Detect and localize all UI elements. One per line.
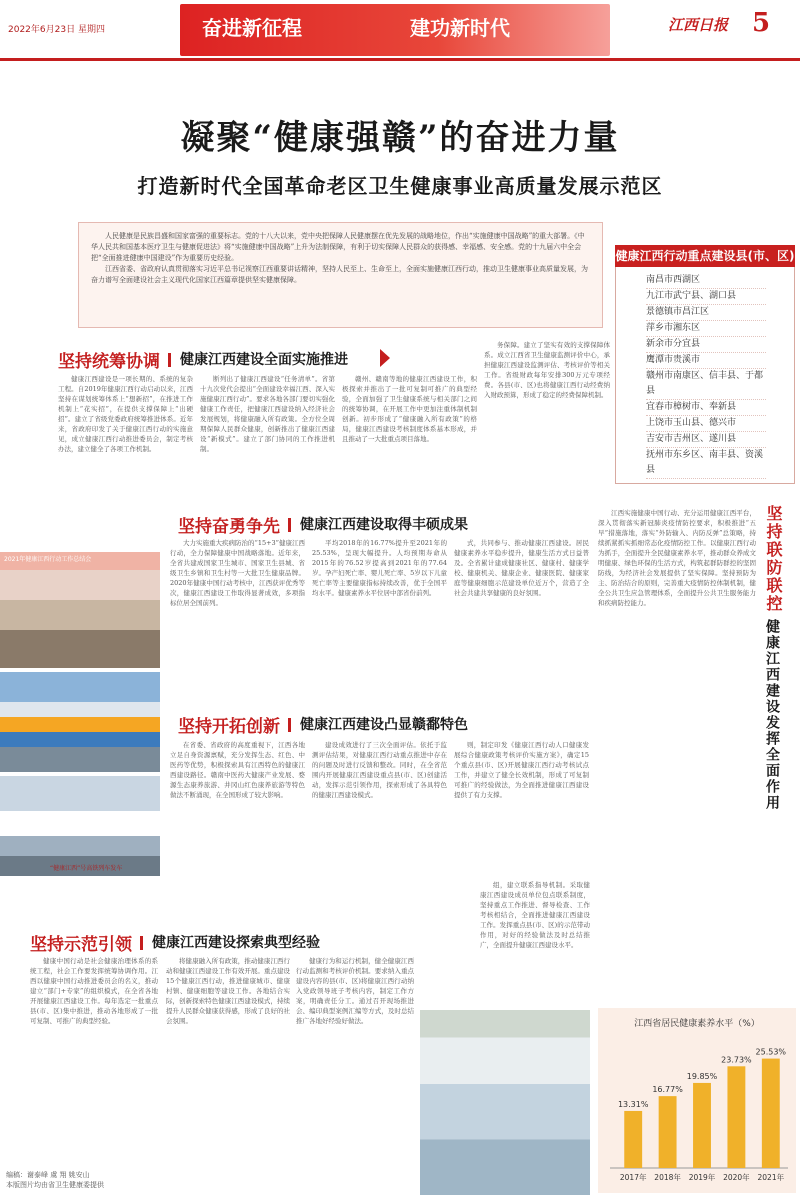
chart-bar [624, 1111, 642, 1168]
section-heading [30, 930, 450, 954]
list-item: 吉安市吉州区、遂川县 [646, 432, 766, 448]
page-subheadline: 打造新时代全国革命老区卫生健康事业高质量发展示范区 [137, 174, 663, 198]
heading-divider [288, 518, 291, 532]
article-text: 式，共同参与、推动健康江西建设。居民健康素养水平稳步提升，健康生活方式日益普及。全省累计建成健康社区、健康村、健康学校、健康机关、健康企业、健康医院、健康家庭等健康细胞示范建设单位近万个，营造了全社会共建共享健康的良好氛围。 [454, 539, 589, 597]
chart-tick-label: 2018年 [654, 1173, 681, 1182]
chart-tick-label: 2019年 [688, 1173, 716, 1182]
section-heading-left: 坚持奋勇争先 [178, 517, 280, 537]
heading-divider [288, 718, 291, 732]
editor-credit: 编稿：谢泰峰 虞 翔 姚安山 [6, 1171, 90, 1179]
section-heading-right: 健康江西建设取得丰硕成果 [300, 517, 468, 533]
chart-data-label: 23.73% [721, 1055, 752, 1065]
page-footer [6, 1170, 104, 1190]
article-text: 健康行为和运行机制，健全健康江西行动监测和考核评价机制。要求纳入重点建设内容的县(市、区)将健康江西行动纳入党政领导班子考核内容，制定工作方案，明确责任分工。通过召开现场推进会、编印典型案例汇编等方式，及时总结推广各地好经验好做法。 [296, 957, 414, 1025]
section-heading-left: 坚持开拓创新 [178, 717, 280, 737]
intro-box [78, 222, 603, 328]
intro-paragraph: 人民健康是民族昌盛和国家富强的重要标志。党的十八大以来，党中央把保障人民健康摆在优先发展的战略地位，作出“实施健康中国战略”的重大部署。《中华人民共和国基本医疗卫生与健康促进法》将“实施健康中国战略”上升为法制保障，有利于切实保障人民群众的获得感、幸福感、安全感。党的十九届六中全会把“全面推进健康中国建设”作为重要历史经验。 [91, 232, 585, 262]
article-text: 断列出了健康江西建设“任务清单”。省第十九次党代会提出“全面建设幸福江西、深入实施健康江西行动”。要求各地各部门要切实强化健康工作责任，把健康江西建设纳入经济社会发展规划，将健康融入所有政策。全方位全周期保障人民群众健康，创新推出了健康江西建设“新模式”。建立了部门协同的工作推进机制。 [200, 375, 335, 453]
section-heading-right: 健康江西建设探索典型经验 [152, 935, 320, 951]
section-heading [178, 512, 598, 536]
chart-data-label: 13.31% [617, 1099, 649, 1109]
key-counties-box [615, 245, 795, 475]
heading-divider [140, 936, 143, 950]
chart-tick-label: 2017年 [619, 1173, 647, 1182]
article-text: 平均2018年的16.77%提升至2021年的25.53%，呈现大幅提升。人均预期寿命从2015年的76.52岁提高到2021年的77.64岁。孕产妇死亡率、婴儿死亡率、5岁以下儿童死亡率等主要健康指标持续改善，优于全国平均水平。健康素养水平位居中部省份前列。 [312, 539, 447, 597]
photo-credit-note: 本版图片均由省卫生健康委提供 [6, 1181, 104, 1189]
intro-paragraph: 江西省委、省政府认真贯彻落实习近平总书记视察江西重要讲话精神，坚持人民至上、生命至上，全面实施健康江西行动，推动卫生健康事业高质量发展，为奋力谱写全面建设社会主义现代化国家江西篇章提供坚实健康保障。 [91, 265, 588, 284]
section-heading [178, 712, 598, 736]
section-heading-right: 健康江西建设全面实施推进 [180, 352, 348, 368]
list-item: 萍乡市湘东区 [646, 321, 766, 337]
chart-bar [693, 1083, 711, 1168]
theme-banner [180, 4, 610, 56]
page-number: 5 [752, 8, 771, 38]
page-headline: 凝聚“健康强赣”的奋进力量 [180, 118, 620, 158]
conference-photo [0, 540, 160, 668]
list-item: 赣州市南康区、信丰县、于都县 [646, 369, 766, 400]
section-heading [58, 347, 558, 371]
chart-data-label: 19.85% [686, 1071, 718, 1081]
chart-data-label: 16.77% [652, 1085, 683, 1095]
article-text: 健康江西建设是一项长期的、系统的复杂工程。自2019年健康江西行动启动以来，江西坚持在谋划统筹体系上“想新招”，在推进工作机制上“花实招”，在提供支撑保障上“出硬招”。建立了省级党委政府统筹推进体系。近年来，省政府印发了关于健康江西行动的实施意见，成立健康江西行动推进委员会，制定考核办法，建立健全了各项工作机制。 [58, 375, 193, 453]
article-text: 大力实施重大疾病防治的“15+3”健康江西行动，全力保障健康中国战略落地。近年来，全省共建成国家卫生城市、国家卫生县城、省级卫生乡镇和卫生村等一大批卫生健康品牌。2020年健康中国行动考核中，江西获评优秀等次，健康江西建设工作取得显著成效，多项指标位居全国前列。 [170, 539, 305, 607]
chart-bar [762, 1059, 780, 1168]
vertical-subtitle: 健康江西建设发挥全面作用 [764, 619, 780, 811]
vertical-title: 坚持联防联控 [764, 505, 783, 613]
photo-caption: 2021年健康江西行动工作总结会 [4, 556, 92, 563]
date-line: 2022年6月23日 星期四 [8, 25, 105, 35]
section-heading-right: 健康江西建设凸显赣鄱特色 [300, 717, 468, 733]
vertical-column-title [762, 505, 792, 811]
chart-canvas [598, 1008, 796, 1193]
article-text: 将健康融入所有政策，推动健康江西行动和健康江西建设工作有效开展。重点建设15个健康江西行动，推进健康城市、健康村镇、健康细胞等建设工作。各地结合实际，创新探索特色健康江西建设模式，持续提升人民群众健康获得感，形成了良好的社会氛围。 [166, 957, 290, 1025]
newspaper-name: 江西日报 [668, 16, 729, 34]
list-item: 九江市武宁县、湖口县 [646, 289, 766, 305]
article-text: 赣州、赣南等地的健康江西建设工作，积极探索并推出了一批可复制可推广的典型经验，全面加强了卫生健康系统与相关部门之间的统筹协调，在开展工作中更加注重体制机制创新。初步形成了“健康融入所有政策”的格局，健康江西建设考核制度体系基本形成，并且推动了一大批重点项目落地。 [342, 375, 477, 443]
article-text: 务保障。建立了坚实有效的支撑保障体系。成立江西省卫生健康监测评价中心，承担健康江西建设监测评估、考核评价等相关工作。省级财政每年安排300万元专项经费。各县(市、区)也将健康江西行动经费纳入财政预算，形成了稳定的经费保障机制。 [484, 341, 610, 399]
article-text: 在省委、省政府的高度重视下，江西各地立足自身资源禀赋，充分发挥生态、红色、中医药等优势，积极探索具有江西特色的健康江西建设路径。赣南中医药大健康产业发展、婺源生态康养旅游、井冈山红色康养旅游等特色做法不断涌现，在全国形成了较大影响。 [170, 741, 305, 799]
list-item: 景德镇市昌江区 [646, 305, 766, 321]
heading-divider [168, 353, 171, 367]
chart-bar [659, 1096, 677, 1168]
arrow-icon [380, 349, 390, 367]
list-item: 上饶市玉山县、德兴市 [646, 416, 766, 432]
article-text: 组，建立联系指导机制。采取健康江西建设成员单位包点联系制度，坚持重点工作推进、督导检查、工作考核相结合，全面推进健康江西建设工作。发挥重点县(市、区)的示范带动作用，对好的经验做法及时总结推广，全面提升健康江西建设水平。 [480, 881, 590, 949]
theme-left: 奋进新征程 [202, 16, 302, 40]
theme-right: 建功新时代 [410, 16, 510, 40]
article-text: 江西实施健康中国行动、充分运用健康江西平台，深入贯彻落实新冠肺炎疫情防控要求，积极推进“五早”措施落地，落实“外防输入、内防反弹”总策略，持续抓紧抓实抓细常态化疫情防控工作。以健康江西行动为抓手，全面提升全民健康素养水平，推动群众养成文明健康、绿色环保的生活方式，构筑起群防群控的坚固防线，为经济社会发展提供了坚实保障。坚持预防为主、防治结合的原则，完善重大疫情防控体制机制，健全公共卫生应急管理体系，全面提升公共卫生服务能力和疾病防控能力。 [598, 509, 756, 607]
list-item: 宜春市樟树市、奉新县 [646, 400, 766, 416]
train-photo [0, 776, 160, 876]
health-literacy-chart [598, 1008, 796, 1193]
section-heading-left: 坚持示范引领 [30, 935, 132, 955]
list-item: 鹰潭市贵溪市 [646, 353, 766, 369]
article-text: 建设成效进行了三次全面评估。依托于监测评估结果，对健康江西行动重点推进中存在的问题及时进行反馈和整改。同时，在全省范围内开展健康江西建设重点县(市、区)创建活动，发挥示范引领作用，探索形成了各具特色的健康江西建设模式。 [312, 741, 447, 799]
chart-data-label: 25.53% [755, 1047, 787, 1057]
photo-caption: “健康江西”号高铁列车发车 [50, 865, 123, 872]
key-counties-title: 健康江西行动重点建设县(市、区) [615, 245, 795, 267]
clinic-photo [420, 1010, 590, 1195]
key-counties-list [615, 267, 795, 484]
list-item: 抚州市东乡区、南丰县、资溪县 [646, 448, 766, 479]
chart-tick-label: 2021年 [757, 1173, 785, 1182]
list-item: 南昌市西湖区 [646, 273, 766, 289]
section-heading-left: 坚持统筹协调 [58, 352, 160, 372]
masthead-divider [0, 58, 800, 61]
article-text: 则，制定印发《健康江西行动人口健康发展综合健康政策考核评价实施方案》，确定15个重点县(市、区)开展健康江西行动考核试点工作，并建立了健全长效机制，形成了可复制可推广的经验做法，为全面推进健康江西建设提供了有力支撑。 [454, 741, 589, 799]
chart-bar [727, 1066, 745, 1168]
article-text: 健康中国行动是社会健康治理体系的系统工程，社会工作要发挥统筹协调作用。江西以健康中国行动推进委员会的名义，推动建立“部门+专家”的组织模式，在全省各地开展健康江西建设工作。每年选定一批重点县(市、区)集中推进，推动各地形成了一批可复制、可推广的典型经验。 [30, 957, 158, 1025]
list-item: 新余市分宜县 [646, 337, 766, 353]
chart-title: 江西省居民健康素养水平（%） [634, 1019, 760, 1029]
chart-tick-label: 2020年 [723, 1173, 750, 1182]
event-photo [0, 672, 160, 772]
